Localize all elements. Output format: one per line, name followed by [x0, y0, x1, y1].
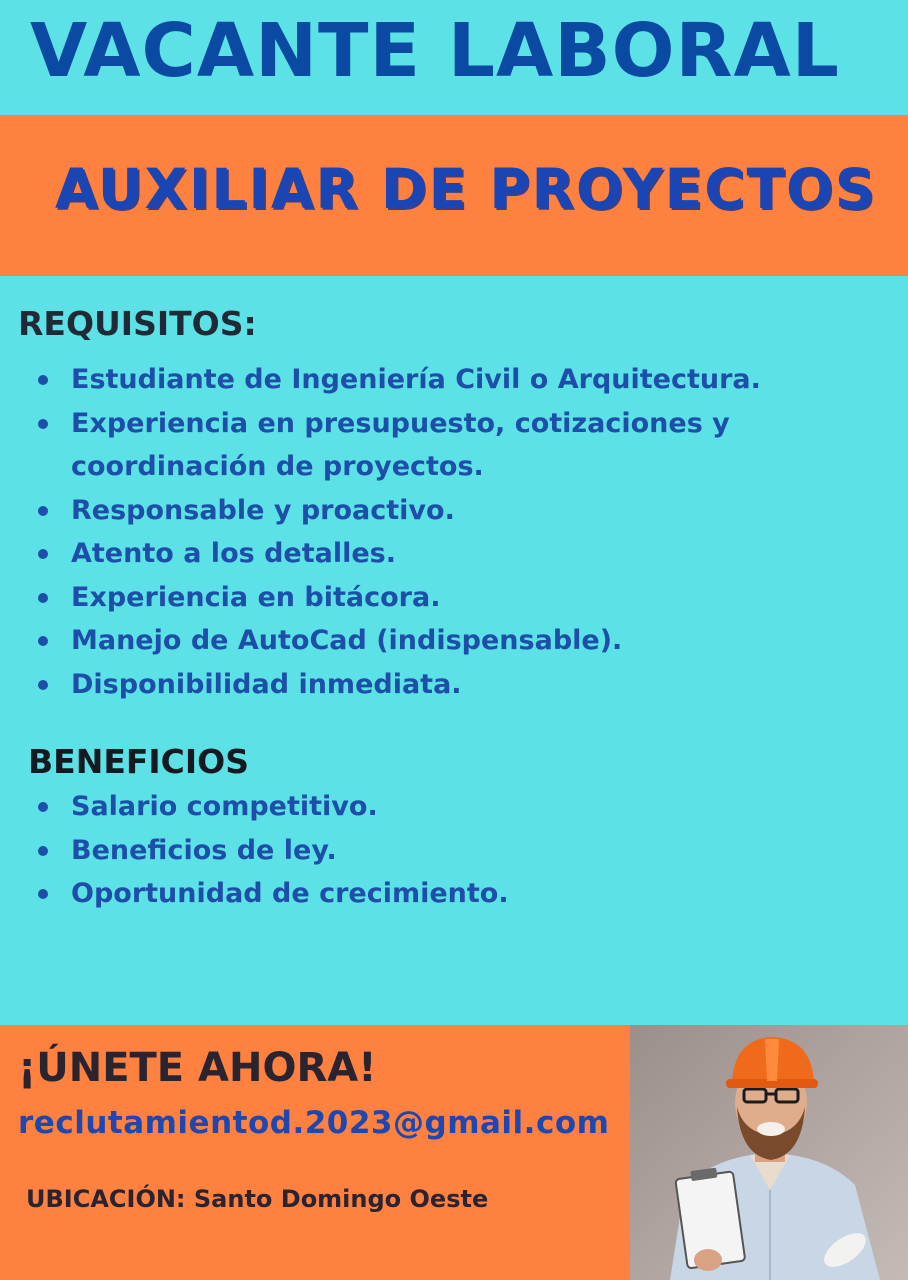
requirements-list [34, 358, 861, 706]
benefits-list [34, 785, 861, 916]
bullet-icon [38, 846, 48, 856]
list-item: Beneficios de ley. [34, 829, 861, 873]
list-item: Disponibilidad inmediata. [34, 663, 861, 707]
bullet-icon [38, 593, 48, 603]
job-title: AUXILIAR DE PROYECTOS [55, 157, 877, 221]
engineer-photo [630, 1025, 908, 1280]
list-item: Experiencia en presupuesto, cotizaciones y coordinación de proyectos. [34, 402, 861, 489]
page-title: VACANTE LABORAL [30, 8, 840, 94]
list-item: Experiencia en bitácora. [34, 576, 861, 620]
list-item: Salario competitivo. [34, 785, 861, 829]
location-text: UBICACIÓN: Santo Domingo Oeste [26, 1185, 489, 1213]
call-to-action: ¡ÚNETE AHORA! [18, 1045, 377, 1091]
list-item: Oportunidad de crecimiento. [34, 872, 861, 916]
list-item: Atento a los detalles. [34, 532, 861, 576]
bullet-icon [38, 506, 48, 516]
contact-email[interactable]: reclutamientod.2023@gmail.com [18, 1105, 610, 1141]
bullet-icon [38, 419, 48, 429]
bullet-icon [38, 889, 48, 899]
list-item: Estudiante de Ingeniería Civil o Arquitectura. [34, 358, 861, 402]
bullet-icon [38, 680, 48, 690]
list-item: Manejo de AutoCad (indispensable). [34, 619, 861, 663]
benefits-heading: BENEFICIOS [28, 742, 249, 781]
bullet-icon [38, 802, 48, 812]
engineer-illustration-icon [630, 1025, 908, 1280]
list-item: Responsable y proactivo. [34, 489, 861, 533]
bullet-icon [38, 636, 48, 646]
bullet-icon [38, 375, 48, 385]
bullet-icon [38, 549, 48, 559]
requirements-heading: REQUISITOS: [18, 304, 257, 343]
